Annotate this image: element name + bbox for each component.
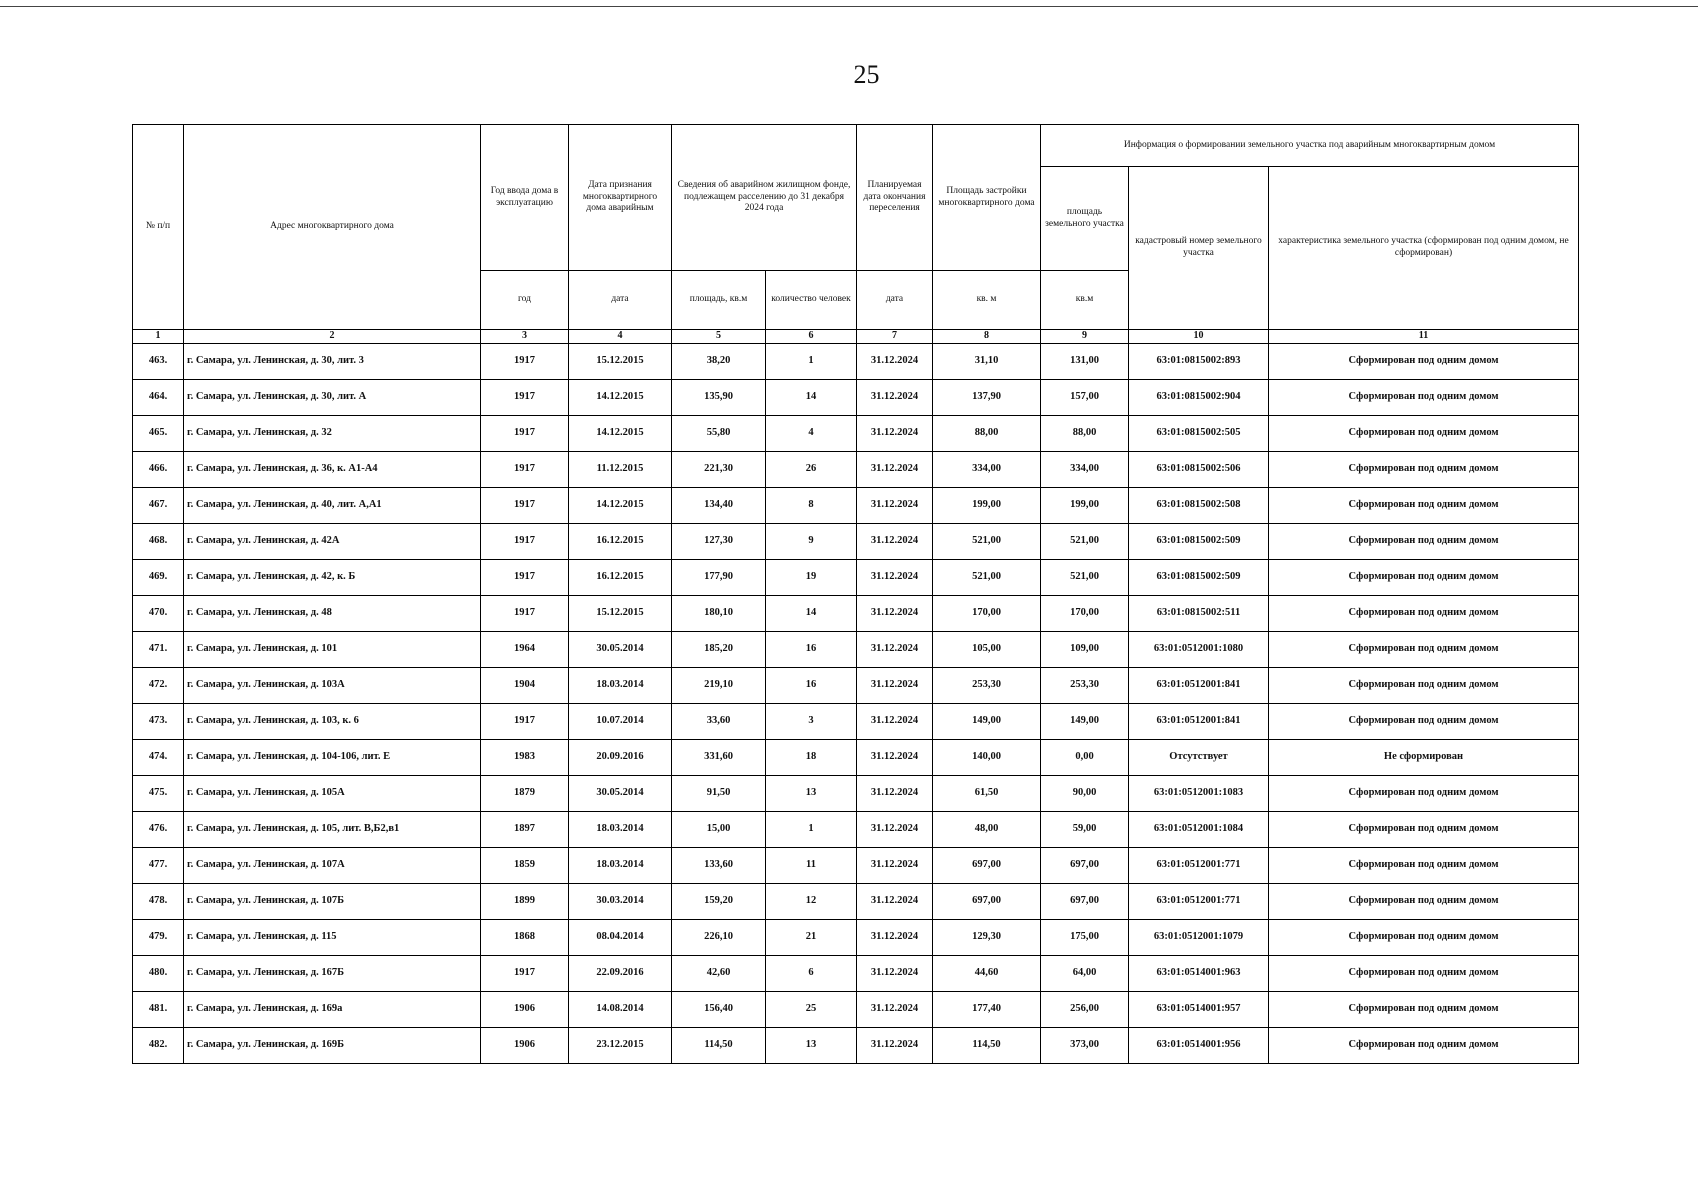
address-cell: г. Самара, ул. Ленинская, д. 48 — [184, 595, 481, 631]
row-number: 469. — [133, 559, 184, 595]
planned-date-cell: 31.12.2024 — [857, 811, 933, 847]
planned-date-cell: 31.12.2024 — [857, 847, 933, 883]
table-row — [133, 991, 1579, 1027]
land-area-cell: 697,00 — [1041, 883, 1129, 919]
cadastral-number-cell: 63:01:0512001:1079 — [1129, 919, 1269, 955]
building-area-cell: 129,30 — [933, 919, 1041, 955]
year-cell: 1917 — [481, 343, 569, 379]
row-number: 470. — [133, 595, 184, 631]
year-cell: 1904 — [481, 667, 569, 703]
year-cell: 1897 — [481, 811, 569, 847]
land-area-cell: 88,00 — [1041, 415, 1129, 451]
header-year: Год ввода дома в эксплуатацию — [481, 125, 569, 271]
table-row — [133, 775, 1579, 811]
column-number: 6 — [766, 330, 857, 344]
address-cell: г. Самара, ул. Ленинская, д. 36, к. А1-А4 — [184, 451, 481, 487]
recognition-date-cell: 10.07.2014 — [569, 703, 672, 739]
header-num: № п/п — [133, 125, 184, 330]
people-cell: 19 — [766, 559, 857, 595]
characteristic-cell: Сформирован под одним домом — [1269, 847, 1579, 883]
characteristic-cell: Сформирован под одним домом — [1269, 487, 1579, 523]
land-area-cell: 521,00 — [1041, 523, 1129, 559]
year-cell: 1906 — [481, 991, 569, 1027]
land-area-cell: 90,00 — [1041, 775, 1129, 811]
planned-date-cell: 31.12.2024 — [857, 487, 933, 523]
planned-date-cell: 31.12.2024 — [857, 991, 933, 1027]
year-cell: 1917 — [481, 559, 569, 595]
row-number: 472. — [133, 667, 184, 703]
recognition-date-cell: 18.03.2014 — [569, 847, 672, 883]
building-area-cell: 521,00 — [933, 523, 1041, 559]
area-cell: 42,60 — [672, 955, 766, 991]
header-land-group: Информация о формировании земельного участка под аварийным многоквартирным домом — [1041, 125, 1579, 167]
recognition-date-cell: 20.09.2016 — [569, 739, 672, 775]
land-area-cell: 170,00 — [1041, 595, 1129, 631]
year-cell: 1906 — [481, 1027, 569, 1063]
building-area-cell: 177,40 — [933, 991, 1041, 1027]
area-cell: 15,00 — [672, 811, 766, 847]
cadastral-number-cell: 63:01:0815002:508 — [1129, 487, 1269, 523]
characteristic-cell: Сформирован под одним домом — [1269, 523, 1579, 559]
cadastral-number-cell: 63:01:0512001:771 — [1129, 847, 1269, 883]
people-cell: 13 — [766, 775, 857, 811]
year-cell: 1917 — [481, 523, 569, 559]
unit-land-area: кв.м — [1041, 271, 1129, 330]
table-body — [133, 343, 1579, 1063]
area-cell: 114,50 — [672, 1027, 766, 1063]
address-cell: г. Самара, ул. Ленинская, д. 42, к. Б — [184, 559, 481, 595]
column-number: 4 — [569, 330, 672, 344]
unit-year: год — [481, 271, 569, 330]
header-address: Адрес многоквартирного дома — [184, 125, 481, 330]
people-cell: 3 — [766, 703, 857, 739]
characteristic-cell: Сформирован под одним домом — [1269, 451, 1579, 487]
land-area-cell: 175,00 — [1041, 919, 1129, 955]
column-number-row — [133, 330, 1579, 344]
land-area-cell: 697,00 — [1041, 847, 1129, 883]
recognition-date-cell: 30.05.2014 — [569, 631, 672, 667]
characteristic-cell: Сформирован под одним домом — [1269, 343, 1579, 379]
address-cell: г. Самара, ул. Ленинская, д. 30, лит. 3 — [184, 343, 481, 379]
recognition-date-cell: 15.12.2015 — [569, 343, 672, 379]
characteristic-cell: Не сформирован — [1269, 739, 1579, 775]
address-cell: г. Самара, ул. Ленинская, д. 167Б — [184, 955, 481, 991]
people-cell: 12 — [766, 883, 857, 919]
building-area-cell: 114,50 — [933, 1027, 1041, 1063]
building-area-cell: 521,00 — [933, 559, 1041, 595]
table-row — [133, 559, 1579, 595]
cadastral-number-cell: 63:01:0512001:1083 — [1129, 775, 1269, 811]
planned-date-cell: 31.12.2024 — [857, 595, 933, 631]
row-number: 463. — [133, 343, 184, 379]
area-cell: 159,20 — [672, 883, 766, 919]
area-cell: 219,10 — [672, 667, 766, 703]
building-area-cell: 140,00 — [933, 739, 1041, 775]
recognition-date-cell: 23.12.2015 — [569, 1027, 672, 1063]
planned-date-cell: 31.12.2024 — [857, 919, 933, 955]
area-cell: 177,90 — [672, 559, 766, 595]
table-row — [133, 847, 1579, 883]
table-row — [133, 667, 1579, 703]
unit-people: количество человек — [766, 271, 857, 330]
year-cell: 1917 — [481, 703, 569, 739]
table-row — [133, 523, 1579, 559]
header-cadastral: кадастровый номер земельного участка — [1129, 167, 1269, 330]
row-number: 475. — [133, 775, 184, 811]
address-cell: г. Самара, ул. Ленинская, д. 40, лит. А,А1 — [184, 487, 481, 523]
year-cell: 1964 — [481, 631, 569, 667]
planned-date-cell: 31.12.2024 — [857, 667, 933, 703]
characteristic-cell: Сформирован под одним домом — [1269, 667, 1579, 703]
planned-date-cell: 31.12.2024 — [857, 631, 933, 667]
characteristic-cell: Сформирован под одним домом — [1269, 703, 1579, 739]
row-number: 476. — [133, 811, 184, 847]
table-row — [133, 811, 1579, 847]
area-cell: 135,90 — [672, 379, 766, 415]
planned-date-cell: 31.12.2024 — [857, 883, 933, 919]
area-cell: 133,60 — [672, 847, 766, 883]
address-cell: г. Самара, ул. Ленинская, д. 107А — [184, 847, 481, 883]
people-cell: 14 — [766, 595, 857, 631]
address-cell: г. Самара, ул. Ленинская, д. 104-106, лит. Е — [184, 739, 481, 775]
land-area-cell: 64,00 — [1041, 955, 1129, 991]
address-cell: г. Самара, ул. Ленинская, д. 169а — [184, 991, 481, 1027]
recognition-date-cell: 14.12.2015 — [569, 415, 672, 451]
cadastral-number-cell: 63:01:0514001:957 — [1129, 991, 1269, 1027]
table-row — [133, 343, 1579, 379]
cadastral-number-cell: 63:01:0815002:509 — [1129, 559, 1269, 595]
table-row — [133, 919, 1579, 955]
recognition-date-cell: 14.12.2015 — [569, 487, 672, 523]
recognition-date-cell: 16.12.2015 — [569, 559, 672, 595]
header-recognition-date: Дата признания многоквартирного дома аварийным — [569, 125, 672, 271]
people-cell: 14 — [766, 379, 857, 415]
people-cell: 1 — [766, 343, 857, 379]
recognition-date-cell: 30.03.2014 — [569, 883, 672, 919]
people-cell: 1 — [766, 811, 857, 847]
recognition-date-cell: 30.05.2014 — [569, 775, 672, 811]
recognition-date-cell: 15.12.2015 — [569, 595, 672, 631]
address-cell: г. Самара, ул. Ленинская, д. 115 — [184, 919, 481, 955]
building-area-cell: 61,50 — [933, 775, 1041, 811]
characteristic-cell: Сформирован под одним домом — [1269, 775, 1579, 811]
planned-date-cell: 31.12.2024 — [857, 379, 933, 415]
building-area-cell: 170,00 — [933, 595, 1041, 631]
column-number: 3 — [481, 330, 569, 344]
recognition-date-cell: 14.08.2014 — [569, 991, 672, 1027]
planned-date-cell: 31.12.2024 — [857, 955, 933, 991]
land-area-cell: 149,00 — [1041, 703, 1129, 739]
column-number: 9 — [1041, 330, 1129, 344]
area-cell: 180,10 — [672, 595, 766, 631]
header-characteristic: характеристика земельного участка (сформирован под одним домом, не сформирован) — [1269, 167, 1579, 330]
column-number: 7 — [857, 330, 933, 344]
year-cell: 1917 — [481, 379, 569, 415]
address-cell: г. Самара, ул. Ленинская, д. 107Б — [184, 883, 481, 919]
people-cell: 21 — [766, 919, 857, 955]
row-number: 477. — [133, 847, 184, 883]
building-area-cell: 88,00 — [933, 415, 1041, 451]
characteristic-cell: Сформирован под одним домом — [1269, 631, 1579, 667]
row-number: 478. — [133, 883, 184, 919]
address-cell: г. Самара, ул. Ленинская, д. 32 — [184, 415, 481, 451]
area-cell: 127,30 — [672, 523, 766, 559]
year-cell: 1868 — [481, 919, 569, 955]
column-number: 1 — [133, 330, 184, 344]
address-cell: г. Самара, ул. Ленинская, д. 30, лит. А — [184, 379, 481, 415]
people-cell: 16 — [766, 631, 857, 667]
row-number: 474. — [133, 739, 184, 775]
area-cell: 331,60 — [672, 739, 766, 775]
cadastral-number-cell: Отсутствует — [1129, 739, 1269, 775]
planned-date-cell: 31.12.2024 — [857, 775, 933, 811]
table-row — [133, 487, 1579, 523]
column-number: 2 — [184, 330, 481, 344]
header-fund-info: Сведения об аварийном жилищном фонде, подлежащем расселению до 31 декабря 2024 года — [672, 125, 857, 271]
characteristic-cell: Сформирован под одним домом — [1269, 919, 1579, 955]
address-cell: г. Самара, ул. Ленинская, д. 103А — [184, 667, 481, 703]
characteristic-cell: Сформирован под одним домом — [1269, 991, 1579, 1027]
cadastral-number-cell: 63:01:0512001:1080 — [1129, 631, 1269, 667]
planned-date-cell: 31.12.2024 — [857, 703, 933, 739]
area-cell: 134,40 — [672, 487, 766, 523]
building-area-cell: 44,60 — [933, 955, 1041, 991]
row-number: 481. — [133, 991, 184, 1027]
row-number: 465. — [133, 415, 184, 451]
cadastral-number-cell: 63:01:0512001:771 — [1129, 883, 1269, 919]
scan-top-border — [0, 6, 1698, 7]
address-cell: г. Самара, ул. Ленинская, д. 105А — [184, 775, 481, 811]
building-area-cell: 31,10 — [933, 343, 1041, 379]
unit-building-area: кв. м — [933, 271, 1041, 330]
address-cell: г. Самара, ул. Ленинская, д. 105, лит. В,Б2,в1 — [184, 811, 481, 847]
header-land-area: площадь земельного участка — [1041, 167, 1129, 271]
recognition-date-cell: 08.04.2014 — [569, 919, 672, 955]
table-row — [133, 451, 1579, 487]
people-cell: 6 — [766, 955, 857, 991]
planned-date-cell: 31.12.2024 — [857, 739, 933, 775]
year-cell: 1917 — [481, 595, 569, 631]
people-cell: 16 — [766, 667, 857, 703]
characteristic-cell: Сформирован под одним домом — [1269, 379, 1579, 415]
row-number: 466. — [133, 451, 184, 487]
recognition-date-cell: 22.09.2016 — [569, 955, 672, 991]
unit-area: площадь, кв.м — [672, 271, 766, 330]
unit-planned-date: дата — [857, 271, 933, 330]
planned-date-cell: 31.12.2024 — [857, 343, 933, 379]
building-area-cell: 105,00 — [933, 631, 1041, 667]
building-area-cell: 697,00 — [933, 883, 1041, 919]
table-row — [133, 595, 1579, 631]
area-cell: 185,20 — [672, 631, 766, 667]
building-area-cell: 253,30 — [933, 667, 1041, 703]
cadastral-number-cell: 63:01:0815002:505 — [1129, 415, 1269, 451]
building-area-cell: 199,00 — [933, 487, 1041, 523]
row-number: 480. — [133, 955, 184, 991]
year-cell: 1983 — [481, 739, 569, 775]
area-cell: 156,40 — [672, 991, 766, 1027]
people-cell: 4 — [766, 415, 857, 451]
planned-date-cell: 31.12.2024 — [857, 451, 933, 487]
land-area-cell: 157,00 — [1041, 379, 1129, 415]
year-cell: 1917 — [481, 487, 569, 523]
address-cell: г. Самара, ул. Ленинская, д. 169Б — [184, 1027, 481, 1063]
people-cell: 25 — [766, 991, 857, 1027]
cadastral-number-cell: 63:01:0815002:904 — [1129, 379, 1269, 415]
year-cell: 1879 — [481, 775, 569, 811]
recognition-date-cell: 18.03.2014 — [569, 811, 672, 847]
characteristic-cell: Сформирован под одним домом — [1269, 1027, 1579, 1063]
planned-date-cell: 31.12.2024 — [857, 415, 933, 451]
area-cell: 221,30 — [672, 451, 766, 487]
building-area-cell: 697,00 — [933, 847, 1041, 883]
cadastral-number-cell: 63:01:0512001:1084 — [1129, 811, 1269, 847]
people-cell: 11 — [766, 847, 857, 883]
area-cell: 55,80 — [672, 415, 766, 451]
people-cell: 9 — [766, 523, 857, 559]
building-area-cell: 149,00 — [933, 703, 1041, 739]
land-area-cell: 256,00 — [1041, 991, 1129, 1027]
area-cell: 38,20 — [672, 343, 766, 379]
characteristic-cell: Сформирован под одним домом — [1269, 559, 1579, 595]
cadastral-number-cell: 63:01:0815002:509 — [1129, 523, 1269, 559]
recognition-date-cell: 16.12.2015 — [569, 523, 672, 559]
recognition-date-cell: 11.12.2015 — [569, 451, 672, 487]
land-area-cell: 59,00 — [1041, 811, 1129, 847]
people-cell: 18 — [766, 739, 857, 775]
unit-recognition-date: дата — [569, 271, 672, 330]
area-cell: 91,50 — [672, 775, 766, 811]
characteristic-cell: Сформирован под одним домом — [1269, 595, 1579, 631]
land-area-cell: 0,00 — [1041, 739, 1129, 775]
land-area-cell: 253,30 — [1041, 667, 1129, 703]
planned-date-cell: 31.12.2024 — [857, 1027, 933, 1063]
planned-date-cell: 31.12.2024 — [857, 559, 933, 595]
row-number: 471. — [133, 631, 184, 667]
cadastral-number-cell: 63:01:0512001:841 — [1129, 703, 1269, 739]
cadastral-number-cell: 63:01:0815002:511 — [1129, 595, 1269, 631]
table-row — [133, 415, 1579, 451]
building-area-cell: 137,90 — [933, 379, 1041, 415]
emergency-housing-table — [132, 124, 1579, 1064]
characteristic-cell: Сформирован под одним домом — [1269, 415, 1579, 451]
people-cell: 13 — [766, 1027, 857, 1063]
row-number: 467. — [133, 487, 184, 523]
row-number: 473. — [133, 703, 184, 739]
area-cell: 226,10 — [672, 919, 766, 955]
people-cell: 26 — [766, 451, 857, 487]
row-number: 464. — [133, 379, 184, 415]
land-area-cell: 373,00 — [1041, 1027, 1129, 1063]
year-cell: 1917 — [481, 451, 569, 487]
characteristic-cell: Сформирован под одним домом — [1269, 811, 1579, 847]
page-number: 25 — [853, 60, 880, 89]
table-row — [133, 379, 1579, 415]
cadastral-number-cell: 63:01:0512001:841 — [1129, 667, 1269, 703]
land-area-cell: 521,00 — [1041, 559, 1129, 595]
year-cell: 1917 — [481, 415, 569, 451]
row-number: 468. — [133, 523, 184, 559]
building-area-cell: 48,00 — [933, 811, 1041, 847]
table-row — [133, 955, 1579, 991]
column-number: 5 — [672, 330, 766, 344]
table-row — [133, 1027, 1579, 1063]
address-cell: г. Самара, ул. Ленинская, д. 101 — [184, 631, 481, 667]
planned-date-cell: 31.12.2024 — [857, 523, 933, 559]
column-number: 10 — [1129, 330, 1269, 344]
column-number: 11 — [1269, 330, 1579, 344]
characteristic-cell: Сформирован под одним домом — [1269, 883, 1579, 919]
people-cell: 8 — [766, 487, 857, 523]
header-planned-date: Планируемая дата окончания переселения — [857, 125, 933, 271]
address-cell: г. Самара, ул. Ленинская, д. 103, к. 6 — [184, 703, 481, 739]
table-row — [133, 631, 1579, 667]
cadastral-number-cell: 63:01:0514001:963 — [1129, 955, 1269, 991]
year-cell: 1899 — [481, 883, 569, 919]
characteristic-cell: Сформирован под одним домом — [1269, 955, 1579, 991]
cadastral-number-cell: 63:01:0815002:893 — [1129, 343, 1269, 379]
table-row — [133, 739, 1579, 775]
year-cell: 1859 — [481, 847, 569, 883]
table-row — [133, 703, 1579, 739]
row-number: 482. — [133, 1027, 184, 1063]
row-number: 479. — [133, 919, 184, 955]
header-building-area: Площадь застройки многоквартирного дома — [933, 125, 1041, 271]
column-number: 8 — [933, 330, 1041, 344]
land-area-cell: 131,00 — [1041, 343, 1129, 379]
recognition-date-cell: 18.03.2014 — [569, 667, 672, 703]
land-area-cell: 199,00 — [1041, 487, 1129, 523]
table-row — [133, 883, 1579, 919]
land-area-cell: 334,00 — [1041, 451, 1129, 487]
address-cell: г. Самара, ул. Ленинская, д. 42А — [184, 523, 481, 559]
area-cell: 33,60 — [672, 703, 766, 739]
cadastral-number-cell: 63:01:0815002:506 — [1129, 451, 1269, 487]
building-area-cell: 334,00 — [933, 451, 1041, 487]
land-area-cell: 109,00 — [1041, 631, 1129, 667]
year-cell: 1917 — [481, 955, 569, 991]
recognition-date-cell: 14.12.2015 — [569, 379, 672, 415]
cadastral-number-cell: 63:01:0514001:956 — [1129, 1027, 1269, 1063]
